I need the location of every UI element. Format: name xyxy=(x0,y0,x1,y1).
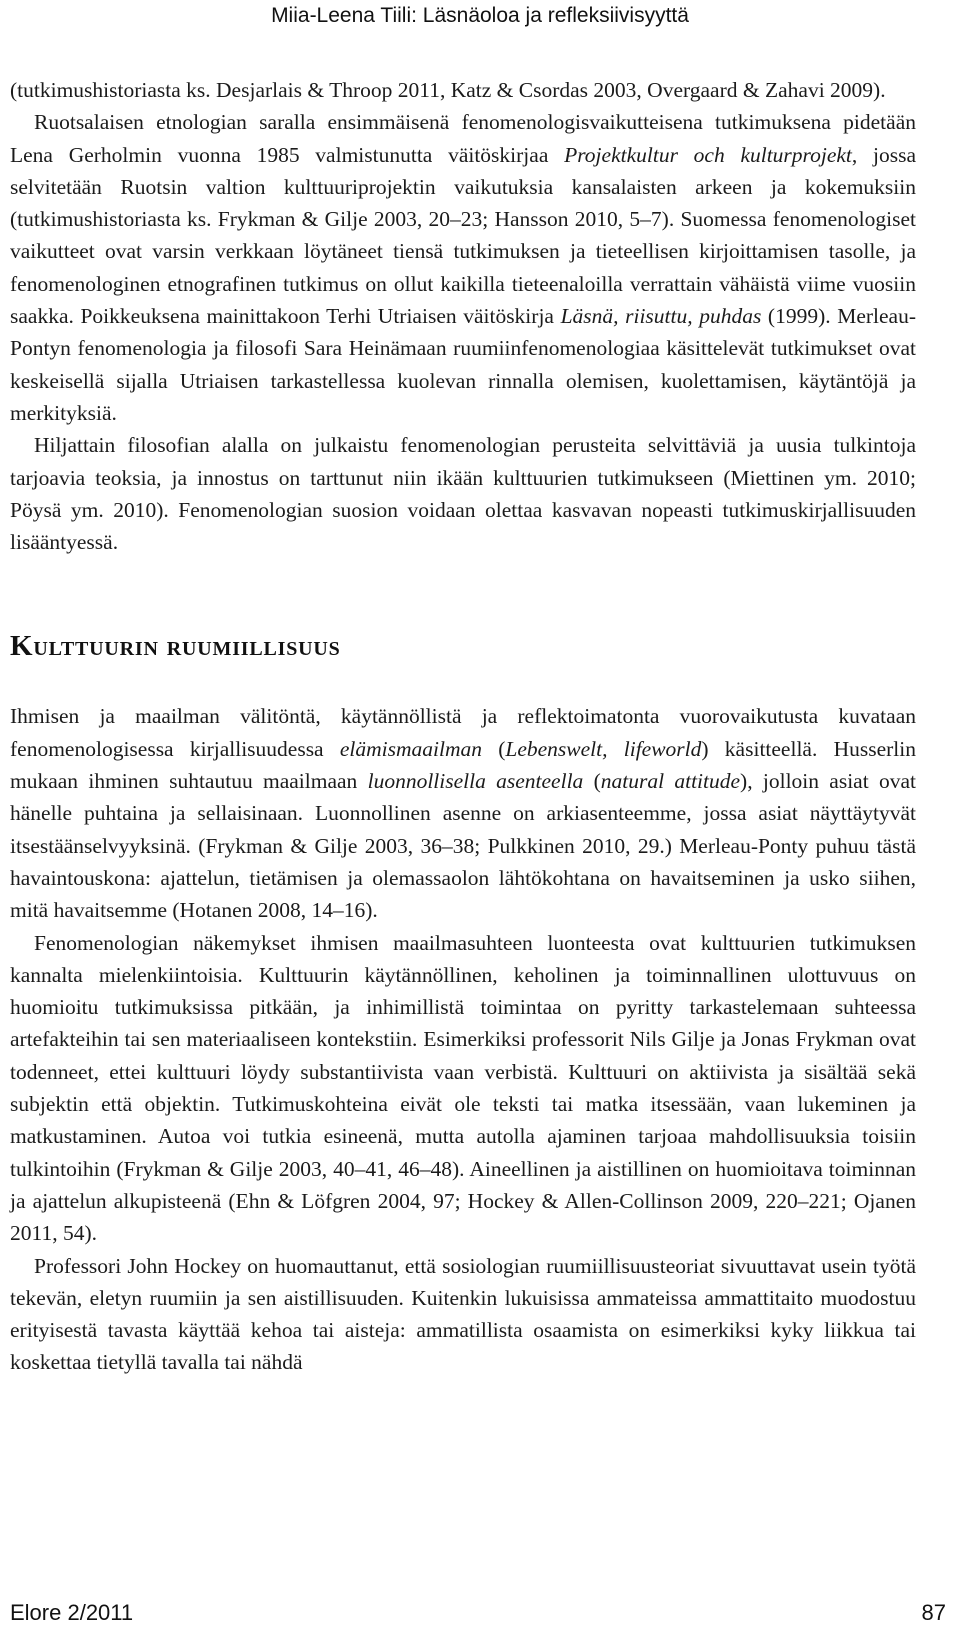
paragraph-lifeworld xyxy=(10,700,916,926)
section-heading: Kulttuurin ruumiillisuus xyxy=(10,630,341,663)
italic-term: elämismaailman xyxy=(339,736,482,761)
italic-title: Läsnä, riisuttu, puhdas xyxy=(560,304,762,329)
italic-term: luonnollisella asenteella xyxy=(367,769,584,794)
paragraph-text: Fenomenologian näkemykset ihmisen maailmasuhteen luonteesta ovat kulttuurien tutkimuksen kannalta mielenkiintoisia. Kulttuurin käytännöllinen, keholinen ja toiminnallinen ulottuvuus on huomioitu tutkimuksissa pitkään, ja inhimillistä toimintaa on pyritty tarkastelemaan suhteessa artefakteihin tai sen materiaaliseen kontekstiin. Esimerkiksi professorit Nils Gilje ja Jonas Frykman ovat todenneet, ettei kulttuuri löydy substantiivista vaan verbistä. Kulttuuri on aktiivista ja sisältää sekä subjektin että objektin. Tutkimuskohteina eivät ole teksti tai matka itsessään, vaan lukeminen ja matkustaminen. Autoa voi tutkia esineenä, mutta autolla ajaminen tarjoaa mahdollisuuksia toisiin tulkintoihin (Frykman & Gilje 2003, 40–41, 46–48). Aineellinen ja aistillinen on huomioitava toiminnan ja ajattelun alkupisteenä (Ehn & Löfgren 2004, 97; Hockey & Allen-Collinson 2009, 220–221; Ojanen 2011, 54). xyxy=(10,930,916,1246)
page-number: 87 xyxy=(921,1600,946,1625)
paragraph-swedish-ethnology xyxy=(10,106,916,429)
paragraph-hockey xyxy=(10,1250,916,1379)
paragraph-text: ( xyxy=(583,769,601,794)
paragraph-text: Ihmisen ja maailman välitöntä, käytännöllistä ja reflektoimatonta vuorovaikutusta kuvataan fenomenologisessa kirjallisuudessa xyxy=(10,704,916,761)
paragraph-text: Professori John Hockey on huomauttanut, että sosiologian ruumiillisuusteoriat sivuuttavat usein työtä tekevän, eletyn ruumiin ja sen aistillisuuden. Kuitenkin lukuisissa ammateissa ammattitaito muodostuu erityisestä tavasta käyttää kehoa tai aisteja: ammatillista osaamista on esimerkiksi kyky liikkua tai koskettaa tietyllä tavalla tai nähdä xyxy=(10,1253,916,1375)
article-body xyxy=(10,74,916,1379)
page-footer xyxy=(0,1598,960,1628)
italic-title: Projektkultur och kulturprojekt xyxy=(564,142,852,167)
running-head: Miia-Leena Tiili: Läsnäoloa ja refleksiivisyyttä xyxy=(271,4,689,27)
italic-term: natural attitude xyxy=(600,769,741,794)
journal-issue: Elore 2/2011 xyxy=(10,1600,134,1625)
paragraph-text: ), jolloin asiat ovat hänelle puhtaina ja sellaisinaan. Luonnollinen asenne on arkiasenteemme, jossa asiat näyttäytyvät itsestäänselvyyksinä. (Frykman & Gilje 2003, 36–38; Pulkkinen 2010, 29.) Merleau-Ponty puhuu tästä havaintouskona: ajattelun, tietämisen ja olemassaolon lähtökohtana on havaitseminen ja usko siihen, mitä havaitsemme (Hotanen 2008, 14–16). xyxy=(10,769,916,923)
paragraph-continued xyxy=(10,74,916,106)
italic-term: Lebenswelt, lifeworld xyxy=(505,736,702,761)
paragraph-text: ) käsitteellä. Husserlin mukaan ihminen suhtautuu maailmaan xyxy=(10,736,916,794)
paragraph-text: (tutkimushistoriasta ks. Desjarlais & Throop 2011, Katz & Csordas 2003, Overgaard & Zahavi 2009). xyxy=(10,78,886,102)
paragraph-text: , jossa selvitetään Ruotsin valtion kulttuuriprojektin vaikutuksia kansalaisten arkeen ja kokemuksiin (tutkimushistoriasta ks. Frykman & Gilje 2003, 20–23; Hansson 2010, 5–7). Suomessa fenomenologiset vaikutteet ovat varsin verkkaan löytäneet tiensä tutkimuksen ja tieteellisen kirjoittamisen tasolle, ja fenomenologinen etnografinen tutkimus on ollut kaikilla tieteenaloilla verrattain vähäistä viime vuosiin saakka. Poikkeuksena mainittakoon Terhi Utriaisen väitöskirja xyxy=(10,142,917,329)
paragraph-text: ( xyxy=(481,736,506,761)
paragraph-text: Ruotsalaisen etnologian saralla ensimmäisenä fenomenologisvaikutteisena tutkimuksena pidetään Lena Gerholmin vuonna 1985 valmistunutta väitöskirjaa xyxy=(10,110,916,167)
paragraph-text: Hiljattain filosofian alalla on julkaistu fenomenologian perusteita selvittäviä ja uusia tulkintoja tarjoavia teoksia, ja innostus on tarttunut niin ikään kulttuurien tutkimukseen (Miettinen ym. 2010; Pöysä ym. 2010). Fenomenologian suosion voidaan olettaa kasvavan nopeasti tutkimuskirjallisuuden lisääntyessä. xyxy=(10,433,916,555)
paragraph-text: (1999). Merleau-Pontyn fenomenologia ja filosofi Sara Heinämaan ruumiinfenomenologiaa käsittelevät tutkimukset ovat keskeisellä sijalla Utriaisen tarkastellessa kuolevan rinnalla olemisen, kuolettamisen, käytäntöjä ja merkityksiä. xyxy=(10,304,917,425)
paragraph-culture-research xyxy=(10,927,916,1250)
paragraph-recent-philosophy xyxy=(10,429,916,558)
